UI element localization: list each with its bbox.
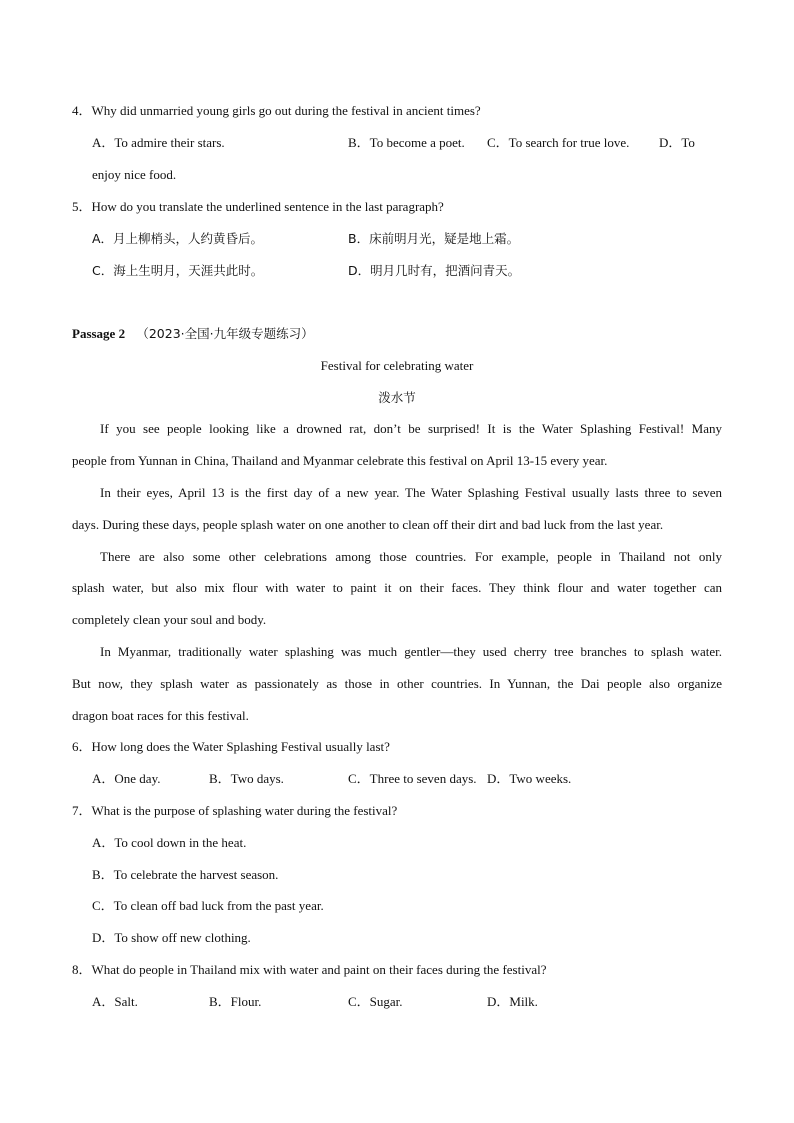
question-6-stem: 6．How long does the Water Splashing Festival usually last? — [72, 739, 390, 754]
passage-source: （2023·全国·九年级专题练习） — [136, 326, 314, 341]
question-8-stem: 8．What do people in Thailand mix with water and paint on their faces during the festival? — [72, 962, 547, 977]
paragraph-4-line-1: In Myanmar, traditionally water splashing was much gentler—they used cherry tree branches to splash water. — [100, 644, 722, 659]
question-4-option-b: B．To become a poet. — [348, 135, 465, 150]
question-5-stem: 5．How do you translate the underlined sentence in the last paragraph? — [72, 199, 444, 214]
paragraph-1-line-1: If you see people looking like a drowned rat, don’t be surprised! It is the Water Splashing Festival! Many — [100, 421, 722, 436]
question-4-option-d: D．To — [659, 135, 695, 150]
question-5-option-c: C．海上生明月，天涯共此时。 — [92, 263, 264, 278]
question-4-stem: 4．Why did unmarried young girls go out during the festival in ancient times? — [72, 103, 481, 118]
paragraph-4-line-2: But now, they splash water as passionately as those in other countries. In Yunnan, the Dai people also organize — [72, 676, 722, 691]
question-4-option-c: C．To search for true love. — [487, 135, 630, 150]
question-6-option-c: C．Three to seven days. — [348, 771, 477, 786]
passage-label: Passage 2 — [72, 326, 126, 341]
paragraph-3-line-3: completely clean your soul and body. — [72, 612, 267, 627]
question-7-stem: 7．What is the purpose of splashing water during the festival? — [72, 803, 398, 818]
question-6-option-d: D．Two weeks. — [487, 771, 572, 786]
question-4-option-d-continued: enjoy nice food. — [92, 167, 177, 182]
paragraph-2-line-2: days. During these days, people splash water on one another to clean off their dirt and bad luck from the last year. — [72, 517, 664, 532]
passage-heading — [72, 326, 314, 342]
paragraph-3-line-1: There are also some other celebrations among those countries. For example, people in Thailand not only — [100, 549, 722, 564]
paragraph-3-line-2: splash water, but also mix flour with water to paint it on their faces. They think flour and water together can — [72, 580, 722, 595]
question-5-option-d: D．明月几时有，把酒问青天。 — [348, 263, 521, 278]
question-7-option-b: B．To celebrate the harvest season. — [92, 867, 279, 882]
question-5-option-a: A．月上柳梢头，人约黄昏后。 — [92, 231, 264, 246]
paragraph-2-line-1: In their eyes, April 13 is the first day of a new year. The Water Splashing Festival usually lasts three to seven — [100, 485, 722, 500]
question-8-option-c: C．Sugar. — [348, 994, 403, 1009]
question-8-option-a: A．Salt. — [92, 994, 138, 1009]
question-8-option-d: D．Milk. — [487, 994, 538, 1009]
question-5-option-b: B．床前明月光，疑是地上霜。 — [348, 231, 520, 246]
question-7-option-d: D．To show off new clothing. — [92, 930, 251, 945]
question-6-option-b: B．Two days. — [209, 771, 284, 786]
question-7-option-a: A．To cool down in the heat. — [92, 835, 247, 850]
passage-title-english: Festival for celebrating water — [320, 358, 474, 373]
paragraph-4-line-3: dragon boat races for this festival. — [72, 708, 249, 723]
question-4-option-a: A．To admire their stars. — [92, 135, 225, 150]
paragraph-1-line-2: people from Yunnan in China, Thailand and Myanmar celebrate this festival on April 13-15 every year. — [72, 453, 608, 468]
question-6-option-a: A．One day. — [92, 771, 161, 786]
passage-title-chinese: 泼水节 — [378, 390, 416, 405]
question-8-option-b: B．Flour. — [209, 994, 262, 1009]
question-7-option-c: C．To clean off bad luck from the past year. — [92, 898, 324, 913]
